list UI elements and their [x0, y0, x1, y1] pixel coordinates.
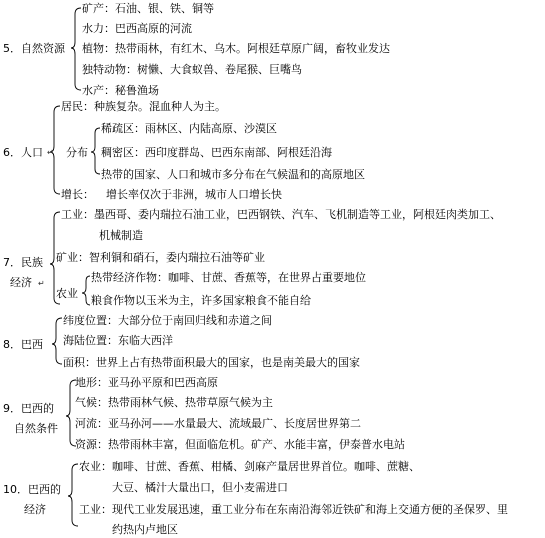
section-6-item-0: [61, 100, 226, 113]
section-8-item-2: [63, 356, 360, 369]
item-label: 稠密区：: [101, 146, 145, 159]
section-10-item-0: [79, 460, 420, 473]
section-9-item-1: [75, 396, 273, 409]
item-text: 雨林区、内陆高原、沙漠区: [145, 122, 277, 135]
item-label: 工业：: [61, 208, 94, 221]
section-5-item-0: [82, 2, 214, 15]
item-text: 西印度群岛、巴西东南部、阿根廷沿海: [145, 146, 332, 159]
section-9-title-line1: 9．巴西的: [3, 402, 54, 415]
item-label: 河流：: [75, 417, 108, 430]
item-text: 大部分位于南回归线和赤道之间: [118, 314, 272, 327]
section-6-distribution-label: 分布: [66, 146, 88, 159]
section-10-item-0-cont: 大豆、橘汁大量出口，但小麦需进口: [112, 481, 288, 494]
item-text: 智利铜和硝石，委内瑞拉石油等矿业: [89, 251, 265, 264]
section-7-sub-1: [91, 294, 311, 307]
item-text: 热带雨林丰富，但面临危机。矿产、水能丰富，伊泰普水电站: [108, 438, 405, 451]
item-label: 水力：: [82, 22, 115, 35]
item-label: 海陆位置：: [63, 334, 118, 347]
item-label: 地形：: [75, 376, 108, 389]
section-7-sub-0: [91, 271, 366, 284]
section-8-item-0: [63, 314, 272, 327]
item-label: 水产：: [82, 84, 115, 97]
item-label: 工业：: [79, 503, 112, 516]
section-7-agri-label: 农业: [56, 287, 78, 300]
item-text: 亚马孙河——水量最大、流域最广、长度居世界第二: [108, 417, 361, 430]
item-label: 纬度位置：: [63, 314, 118, 327]
item-label: 独特动物：: [82, 63, 137, 76]
section-5-item-4: [82, 84, 159, 97]
item-text: 热带雨林，有红木、乌木。阿根廷草原广阔，畜牧业发达: [115, 42, 390, 55]
section-8-item-1: [63, 334, 173, 347]
item-text: 秘鲁渔场: [115, 84, 159, 97]
item-label: 居民：: [61, 100, 94, 113]
item-text: 热带的国家、人口和城市多分布在气候温和的高原地区: [101, 168, 365, 181]
section-6-item-2: [61, 188, 282, 201]
section-6-sub-2: [101, 168, 365, 181]
item-label: 矿产：: [82, 2, 115, 15]
item-text: 墨西哥、委内瑞拉石油工业，巴西钢铁、汽车、飞机制造等工业，阿根廷肉类加工、: [94, 208, 501, 221]
item-label: 气候：: [75, 396, 108, 409]
item-label: 稀疏区：: [101, 122, 145, 135]
item-label: 面积：: [63, 356, 96, 369]
item-text: 热带雨林气候、热带草原气候为主: [108, 396, 273, 409]
section-10-item-1: [79, 503, 508, 516]
item-label: 农业：: [79, 460, 112, 473]
item-text: 亚马孙平原和巴西高原: [108, 376, 218, 389]
item-label: 增长：: [61, 188, 94, 201]
item-label: 资源：: [75, 438, 108, 451]
item-text: 咖啡、甘蔗、香蕉、柑橘、剑麻产量居世界首位。咖啡、蔗糖、: [112, 460, 420, 473]
section-10-title-line1: 10．巴西的: [3, 483, 61, 496]
section-6-sub-1: [101, 146, 332, 159]
section-6-title: 6．人口: [3, 146, 43, 159]
section-8-title: 8．巴西: [3, 338, 43, 351]
item-text: 巴西高原的河流: [115, 22, 192, 35]
item-label: 植物：: [82, 42, 115, 55]
paragraph-mark-icon: ↵: [38, 279, 45, 288]
item-label: 矿业：: [56, 251, 89, 264]
section-7-title-line2: 经济: [10, 276, 32, 289]
item-text: 增长率仅次于非洲，城市人口增长快: [106, 188, 282, 201]
paragraph-mark-icon: ↵: [47, 148, 54, 157]
section-9-item-0: [75, 376, 218, 389]
section-7-item-0: [61, 208, 501, 221]
section-7-item-0-cont: 机械制造: [99, 229, 143, 242]
section-5-title: 5．自然资源: [3, 42, 65, 55]
section-7-item-1: [56, 251, 265, 264]
item-text: 东临大西洋: [118, 334, 173, 347]
section-9-item-3: [75, 438, 405, 451]
item-text: 世界上占有热带面积最大的国家，也是南美最大的国家: [96, 356, 360, 369]
item-text: 石油、银、铁、铜等: [115, 2, 214, 15]
item-text: 树懒、大食蚁兽、卷尾猴、巨嘴鸟: [137, 63, 302, 76]
section-9-item-2: [75, 417, 361, 430]
section-9-title-line2: 自然条件: [14, 422, 58, 435]
section-7-title-line1: 7．民族: [3, 256, 43, 269]
section-10-title-line2: 经济: [24, 503, 46, 516]
section-10-item-1-cont: 约热内卢地区: [112, 523, 178, 536]
section-6-sub-0: [101, 122, 277, 135]
item-text: 现代工业发展迅速，重工业分布在东南沿海邻近铁矿和海上交通方便的圣保罗、里: [112, 503, 508, 516]
item-text: 粮食作物以玉米为主，许多国家粮食不能自给: [91, 294, 311, 307]
section-5-item-1: [82, 22, 192, 35]
section-5-item-2: [82, 42, 390, 55]
item-text: 热带经济作物：咖啡、甘蔗、香蕉等，在世界占重要地位: [91, 271, 366, 284]
item-text: 种族复杂。混血种人为主。: [94, 100, 226, 113]
section-5-item-3: [82, 63, 302, 76]
